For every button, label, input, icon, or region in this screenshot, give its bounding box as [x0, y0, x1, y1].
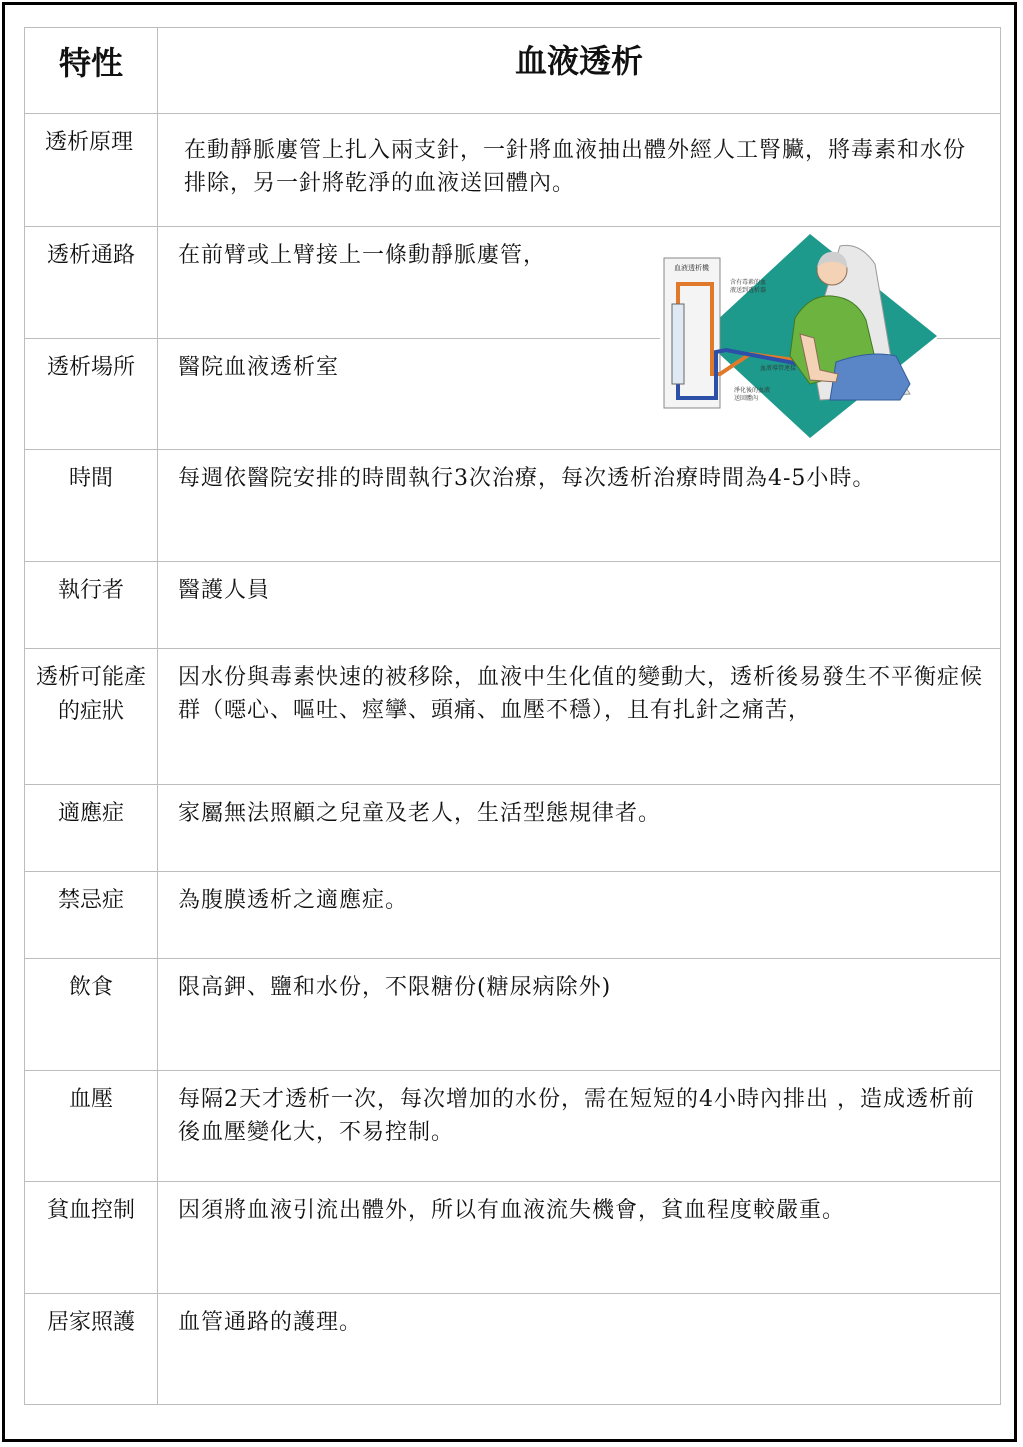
- row-label: 貧血控制: [25, 1182, 158, 1294]
- table-row: [25, 450, 1001, 562]
- row-value: 醫護人員: [158, 562, 1001, 649]
- row-value: 在動靜脈廔管上扎入兩支針，一針將血液抽出體外經人工腎臟，將毒素和水份排除，另一針將乾淨的血液送回體內。: [158, 114, 1001, 227]
- row-label: 透析場所: [25, 339, 158, 450]
- row-label: 禁忌症: [25, 872, 158, 959]
- note-bottom: 淨化後的血液: [734, 387, 771, 394]
- hemodialysis-illustration: [660, 234, 937, 438]
- row-label: 透析可能產的症狀: [25, 649, 158, 785]
- table-row: [25, 649, 1001, 785]
- row-label: 透析通路: [25, 227, 158, 339]
- row-value: 醫院血液透析室: [158, 339, 1001, 450]
- row-value: 血管通路的護理。: [158, 1294, 1001, 1405]
- table-row: [25, 562, 1001, 649]
- note-bottom-2: 送回體內: [734, 395, 759, 402]
- note-top-2: 液送到透析器: [730, 287, 767, 294]
- header-title: 血液透析: [158, 28, 1001, 114]
- note-mid: 血液導管連接: [760, 365, 797, 372]
- dialyzer: [672, 304, 684, 384]
- row-label: 居家照護: [25, 1294, 158, 1405]
- table-row: [25, 959, 1001, 1071]
- table-row: [25, 785, 1001, 872]
- header-label: 特性: [25, 28, 158, 114]
- row-label: 飲食: [25, 959, 158, 1071]
- row-label: 透析原理: [25, 114, 158, 227]
- row-value: 每週依醫院安排的時間執行3次治療，每次透析治療時間為4-5小時。: [158, 450, 1001, 562]
- table-row: [25, 114, 1001, 227]
- row-value: 家屬無法照顧之兒童及老人，生活型態規律者。: [158, 785, 1001, 872]
- row-value: 每隔2天才透析一次，每次增加的水份，需在短短的4小時內排出 ，造成透析前後血壓變化大，不易控制。: [158, 1071, 1001, 1182]
- row-label: 適應症: [25, 785, 158, 872]
- row-value: 在前臂或上臂接上一條動靜脈廔管，: [158, 227, 1001, 339]
- row-label: 血壓: [25, 1071, 158, 1182]
- table-row: [25, 1071, 1001, 1182]
- note-top: 含有毒素的血: [730, 279, 767, 286]
- pants: [830, 354, 910, 400]
- row-value: 因須將血液引流出體外，所以有血液流失機會，貧血程度較嚴重。: [158, 1182, 1001, 1294]
- header-row: [25, 28, 1001, 114]
- row-label: 時間: [25, 450, 158, 562]
- row-label: 執行者: [25, 562, 158, 649]
- machine-label: 血液透析機: [674, 264, 709, 272]
- table-row: [25, 872, 1001, 959]
- row-value: 為腹膜透析之適應症。: [158, 872, 1001, 959]
- row-value: 因水份與毒素快速的被移除，血液中生化值的變動大，透析後易發生不平衡症候群（噁心、嘔吐、痙攣、頭痛、血壓不穩），且有扎針之痛苦，: [158, 649, 1001, 785]
- table-row: [25, 1294, 1001, 1405]
- row-value: 限高鉀、鹽和水份，不限糖份(糖尿病除外): [158, 959, 1001, 1071]
- table-row: [25, 1182, 1001, 1294]
